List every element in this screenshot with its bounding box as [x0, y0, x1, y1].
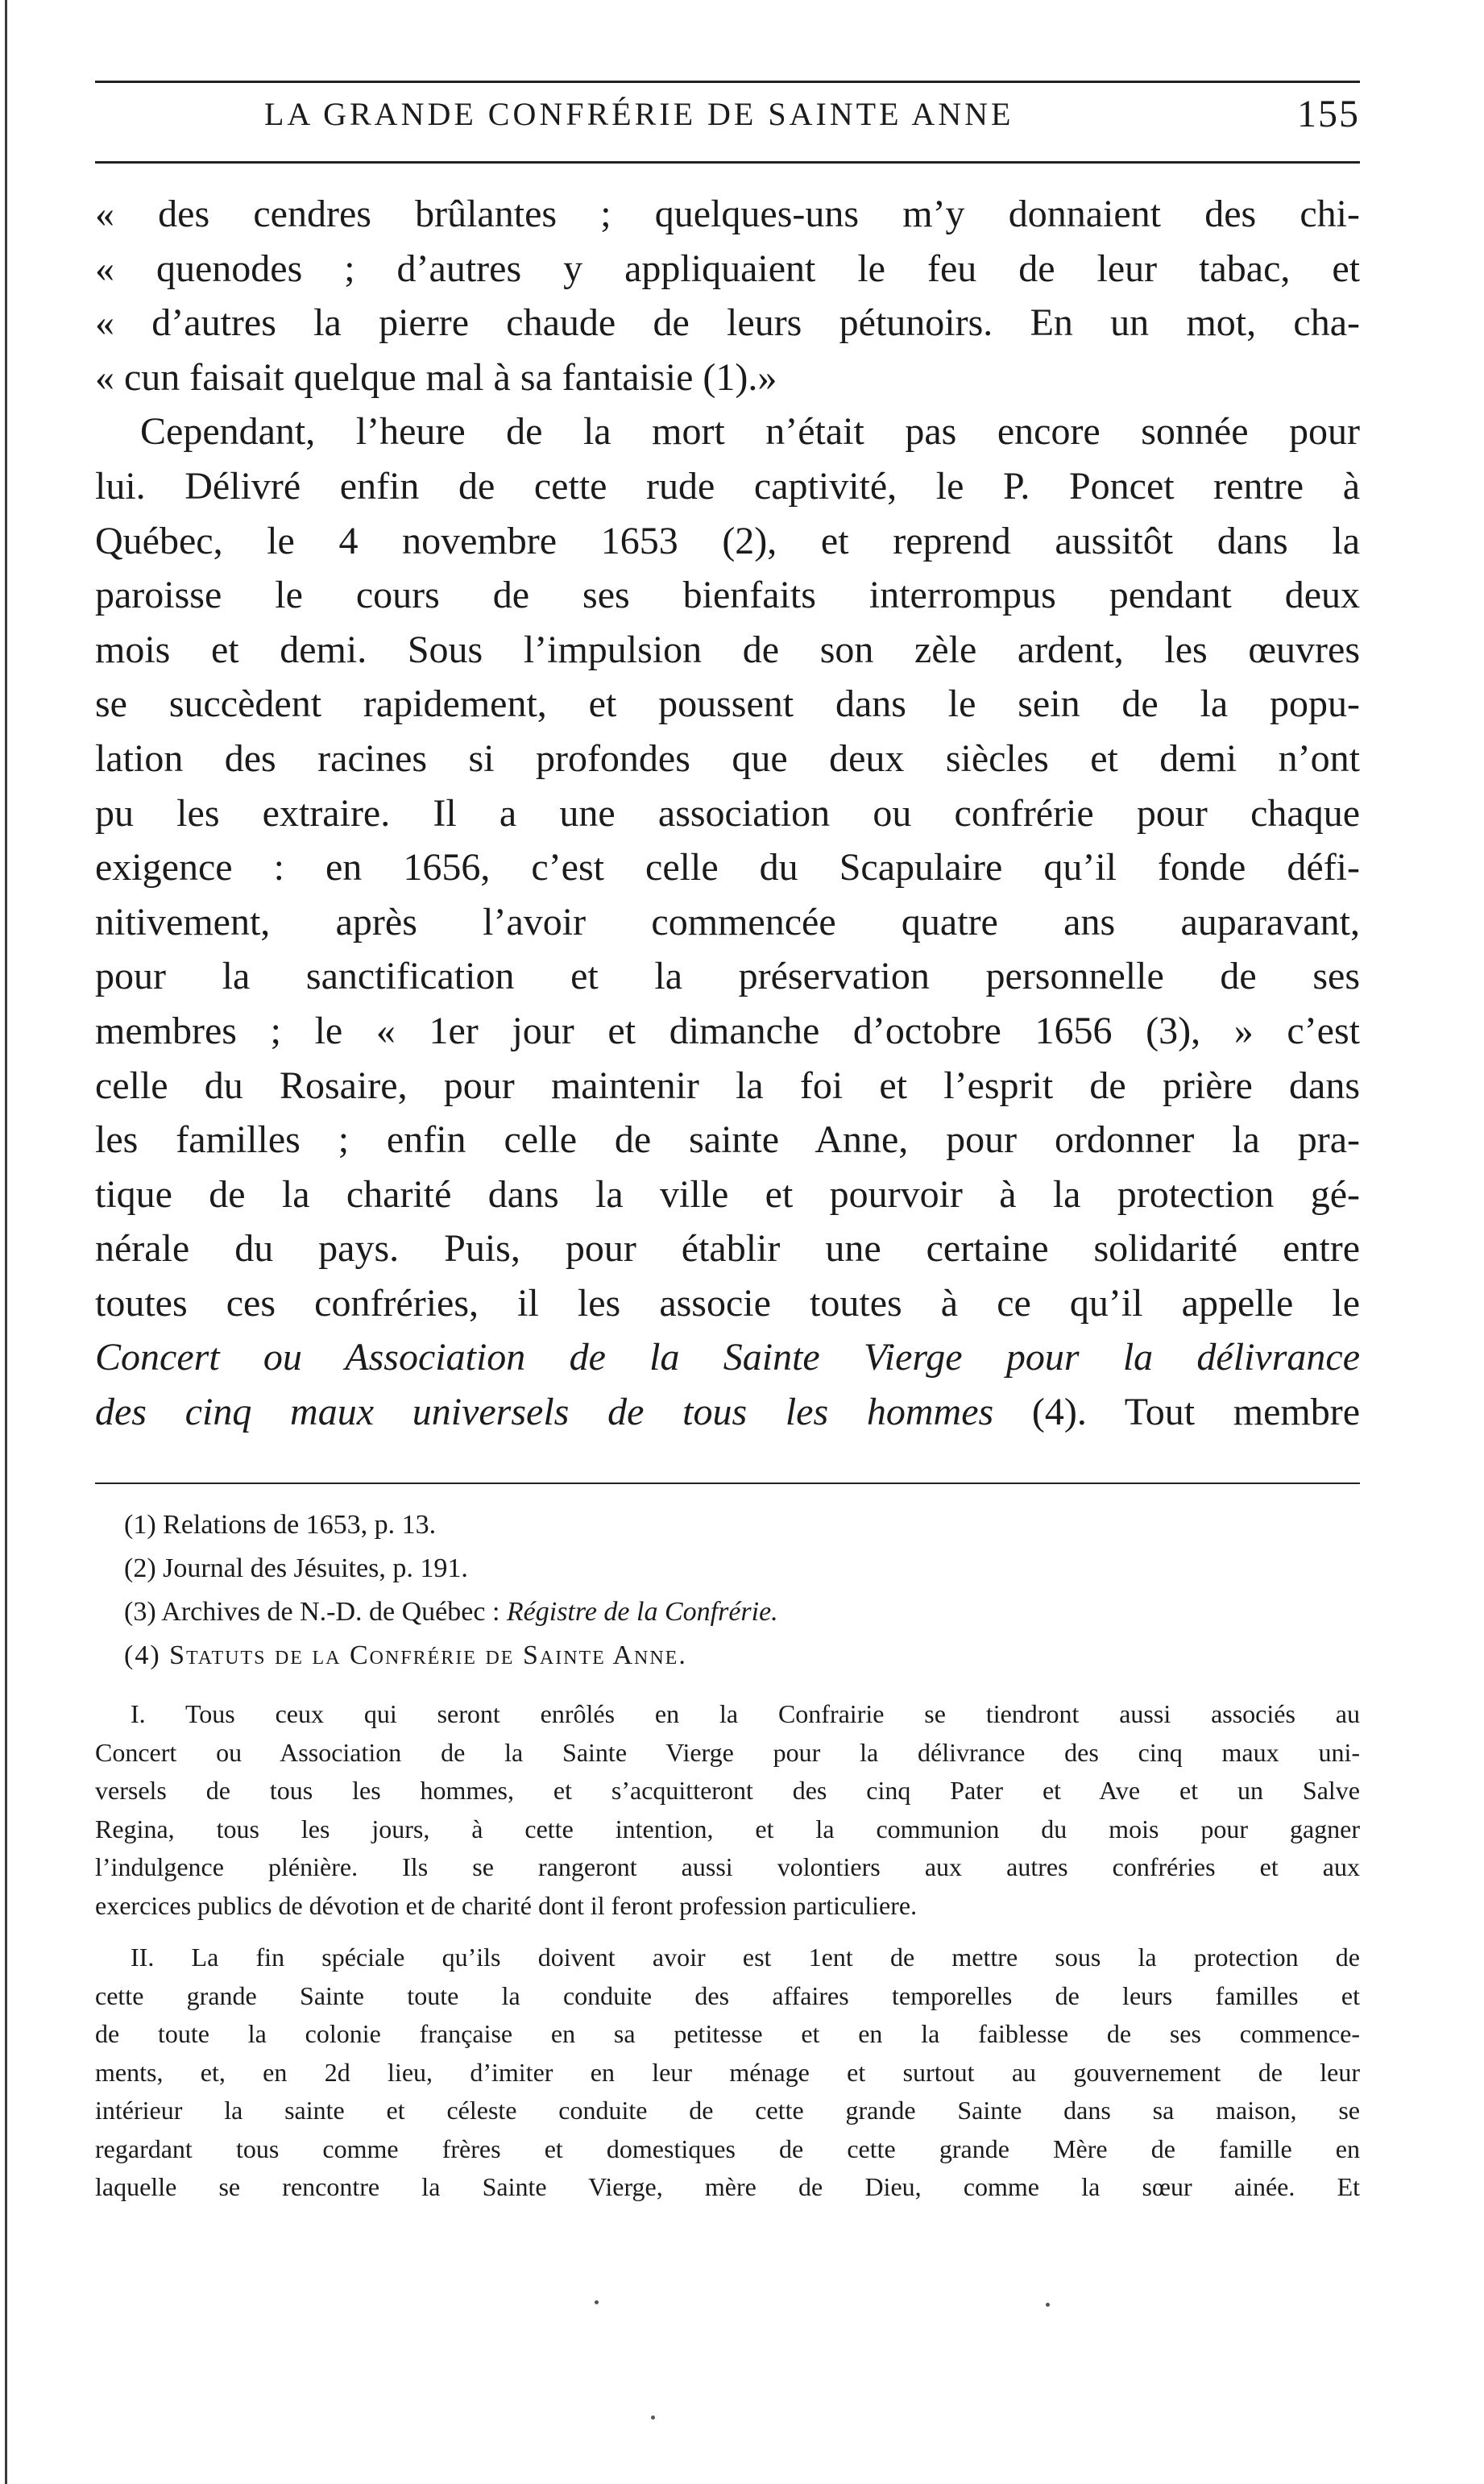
footnote-1: (1) Relations de 1653, p. 13.: [124, 1510, 437, 1540]
body-line: celle du Rosaire, pour maintenir la foi et l’esprit de prière dans: [95, 1064, 1360, 1107]
body-line: exigence : en 1656, c’est celle du Scapulaire qu’il fonde défi-: [95, 846, 1360, 890]
footnote-3: [95, 1590, 1360, 1634]
body-line: « des cendres brûlantes ; quelques-uns m’y donnaient des chi-: [95, 193, 1360, 235]
body-text: [95, 187, 1360, 1440]
statute-line: laquelle se rencontre la Sainte Vierge, mère de Dieu, comme la sœur ainée. Et: [95, 2172, 1360, 2201]
body-line: Québec, le 4 novembre 1653 (2), et reprend aussitôt dans la: [95, 519, 1360, 562]
footnote-3-italic: Régistre de la Confrérie.: [506, 1597, 778, 1627]
italic-title-cont: des cinq maux universels de tous les hommes: [95, 1391, 994, 1434]
body-line: pour la sanctification et la préservation personnelle de ses: [95, 955, 1360, 998]
body-line-rest: (4). Tout membre: [993, 1391, 1361, 1434]
body-line: membres ; le « 1er jour et dimanche d’octobre 1656 (3), » c’est: [95, 1009, 1360, 1052]
body-line: pu les extraire. Il a une association ou confrérie pour chaque: [95, 791, 1360, 835]
header-bottom-rule: [95, 161, 1360, 164]
statute-line: versels de tous les hommes, et s’acquitteront des cinq Pater et Ave et un Salve: [95, 1776, 1360, 1805]
statute-line: l’indulgence plénière. Ils se rangeront aussi volontiers aux autres confréries et aux: [95, 1852, 1360, 1881]
statute-section-1: [95, 1695, 1360, 1925]
statute-line: regardant tous comme frères et domestiques de cette grande Mère de famille en: [95, 2134, 1360, 2163]
statute-line: II. La fin spéciale qu’ils doivent avoir est 1ent de mettre sous la protection de: [131, 1943, 1360, 1972]
speck: [595, 2300, 599, 2304]
body-line: lui. Délivré enfin de cette rude captivité, le P. Poncet rentre à: [95, 464, 1360, 508]
body-line-italic: [95, 1330, 1360, 1385]
statute-line: Regina, tous les jours, à cette intention, et la communion du mois pour gagner: [95, 1814, 1360, 1843]
italic-title: Concert ou Association de la Sainte Vierge pour la délivrance: [95, 1336, 1360, 1379]
statute-section-2: [95, 1939, 1360, 2207]
statute-line: cette grande Sainte toute la conduite des affaires temporelles de leurs familles et: [95, 1980, 1360, 2010]
body-line: « quenodes ; d’autres y appliquaient le feu de leur tabac, et: [95, 247, 1360, 290]
statute-line: exercices publics de dévotion et de charité dont il feront profession particuliere.: [95, 1890, 918, 1920]
body-line: « d’autres la pierre chaude de leurs pétunoirs. En un mot, cha-: [95, 301, 1360, 345]
statute-line: Concert ou Association de la Sainte Vierge pour la délivrance des cinq maux uni-: [95, 1737, 1360, 1767]
body-line: tique de la charité dans la ville et pourvoir à la protection gé-: [95, 1172, 1360, 1216]
body-line: les familles ; enfin celle de sainte Anne, pour ordonner la pra-: [95, 1118, 1360, 1162]
body-line: Cependant, l’heure de la mort n’était pas encore sonnée pour: [140, 410, 1360, 454]
speck: [651, 2416, 655, 2420]
body-line: nérale du pays. Puis, pour établir une certaine solidarité entre: [95, 1227, 1360, 1271]
body-line: paroisse le cours de ses bienfaits interrompus pendant deux: [95, 574, 1360, 617]
statute-line: ments, et, en 2d lieu, d’imiter en leur ménage et surtout au gouvernement de leur: [95, 2057, 1360, 2087]
running-head-title: LA GRANDE CONFRÉRIE DE SAINTE ANNE: [264, 96, 1014, 132]
footnotes: [95, 1503, 1360, 1677]
footnote-3-text: (3) Archives de N.-D. de Québec :: [124, 1597, 507, 1627]
footnote-separator: [95, 1483, 1360, 1484]
running-head: [95, 95, 1360, 151]
footnote-4: (4) Statuts de la Confrérie de Sainte Anne.: [124, 1640, 687, 1670]
body-line: se succèdent rapidement, et poussent dans le sein de la popu-: [95, 682, 1360, 726]
body-line: mois et demi. Sous l’impulsion de son zèle ardent, les œuvres: [95, 628, 1360, 671]
body-line: lation des racines si profondes que deux siècles et demi n’ont: [95, 736, 1360, 780]
body-line: toutes ces confréries, il les associe toutes à ce qu’il appelle le: [95, 1281, 1360, 1325]
footnote-2: (2) Journal des Jésuites, p. 191.: [124, 1553, 468, 1583]
body-line: [95, 1385, 1360, 1440]
header-top-rule: [95, 81, 1360, 83]
body-line: nitivement, après l’avoir commencée quatre ans auparavant,: [95, 900, 1360, 943]
left-margin-line: [5, 0, 7, 2484]
speck: [1046, 2303, 1050, 2307]
statute-line: de toute la colonie française en sa petitesse et en la faiblesse de ses commence-: [95, 2019, 1360, 2048]
page-number: 155: [1297, 93, 1360, 135]
statute-line: I. Tous ceux qui seront enrôlés en la Confrairie se tiendront aussi associés au: [131, 1699, 1360, 1728]
statute-line: intérieur la sainte et céleste conduite de cette grande Sainte dans sa maison, se: [95, 2096, 1360, 2125]
body-line: « cun faisait quelque mal à sa fantaisie (1).»: [95, 355, 777, 399]
